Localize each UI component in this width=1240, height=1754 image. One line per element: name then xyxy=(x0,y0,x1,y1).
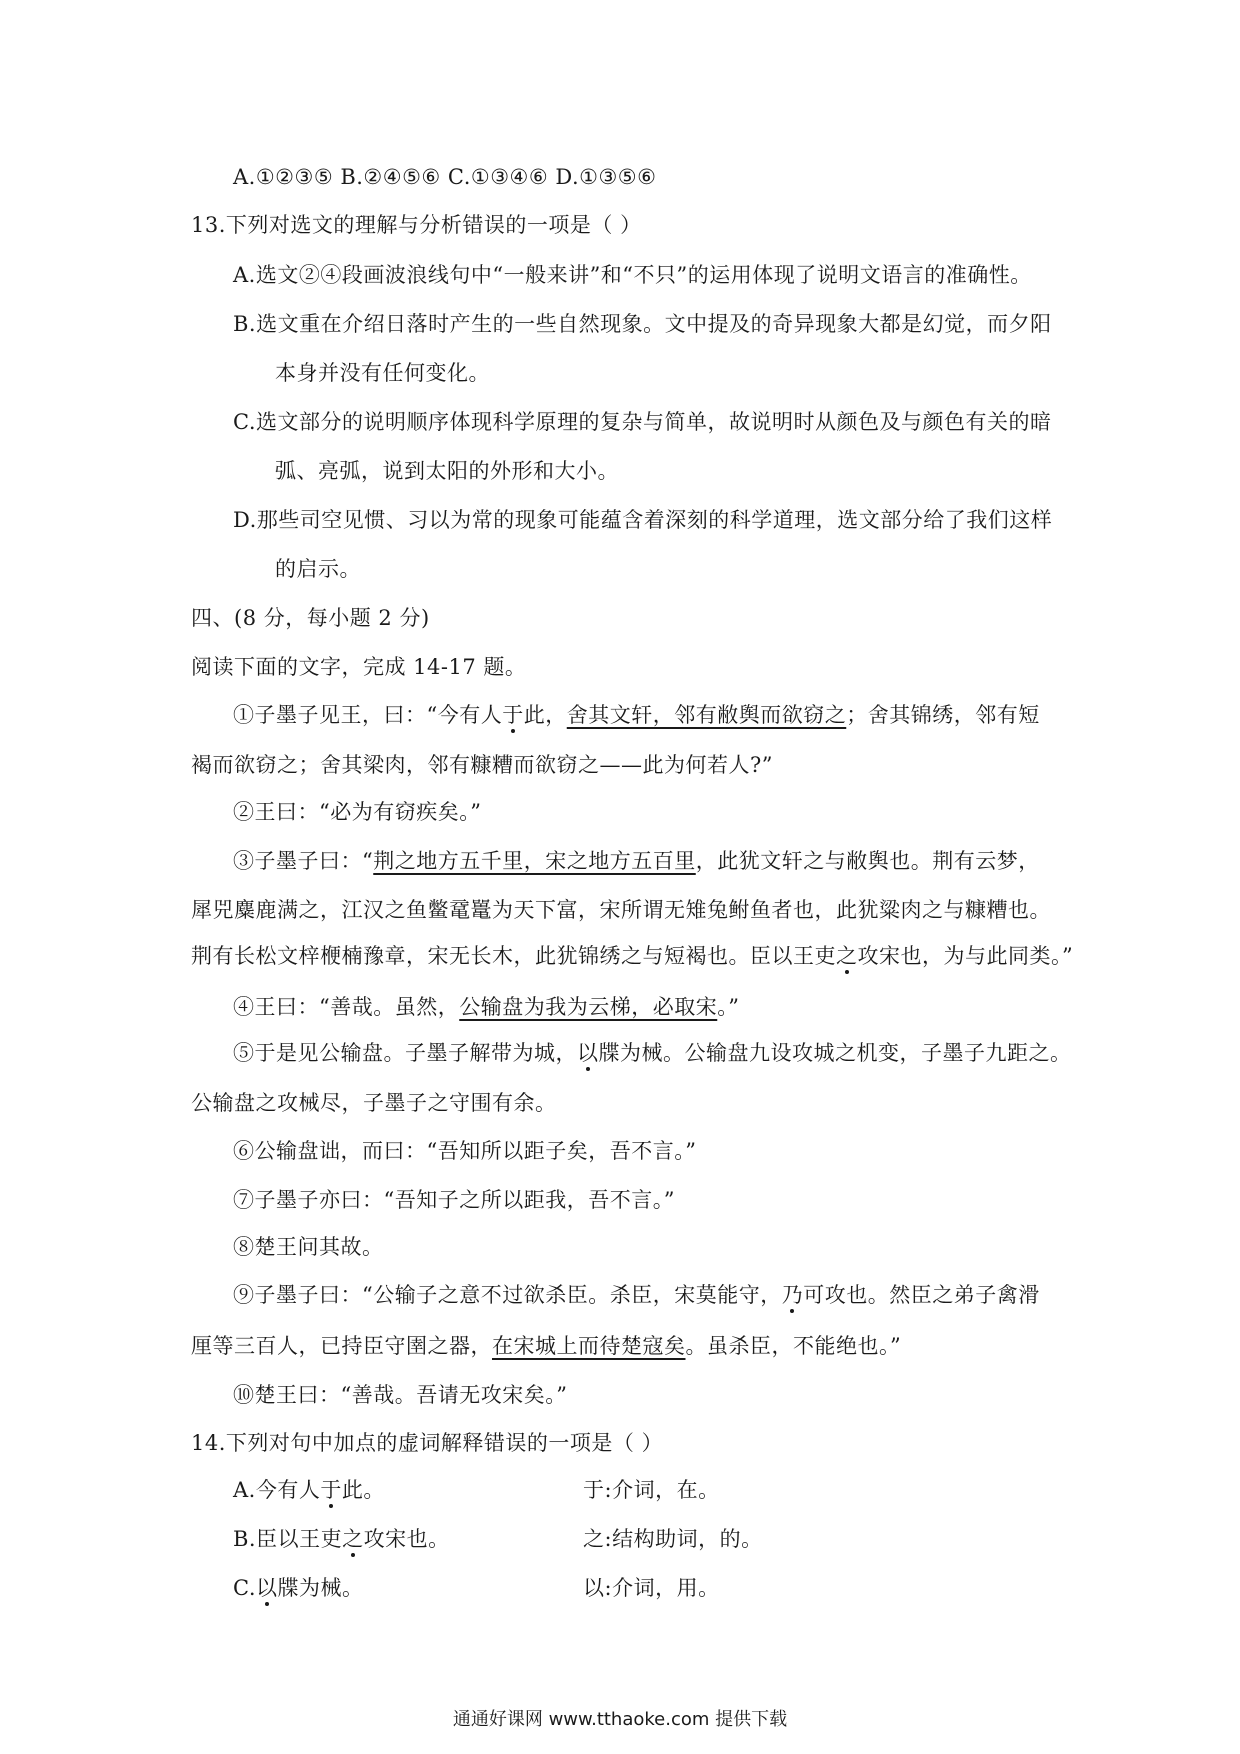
dotted-word: 之 xyxy=(836,944,858,968)
text-run: ⑨子墨子曰：“公输子之意不过欲杀臣。杀臣，宋莫能守， xyxy=(233,1283,782,1307)
text-run: 攻宋也，为与此同类。” xyxy=(857,944,1074,968)
passage-p3 xyxy=(233,846,1040,876)
text-run: 牒为械。公输盘九设攻城之机变，子墨子九距之。 xyxy=(598,1041,1072,1065)
passage-p8: ⑧楚王问其故。 xyxy=(233,1235,384,1259)
passage-p5 xyxy=(233,1038,1072,1068)
text-run: 荆有长松文梓楩楠豫章，宋无长木，此犹锦绣之与短褐也。臣以王吏 xyxy=(191,944,836,968)
text-run: ，此犹文轩之与敝舆也。荆有云梦， xyxy=(695,849,1040,873)
page-footer: 通通好课网 www.tthaoke.com 提供下载 xyxy=(452,1709,788,1730)
text-run: 可攻也。然臣之弟子禽滑 xyxy=(803,1283,1040,1307)
dotted-word: 之 xyxy=(342,1527,364,1551)
q14-option-c xyxy=(233,1573,364,1603)
passage-p9-cont xyxy=(191,1331,901,1361)
underlined-sentence: 在宋城上而待楚寇矣 xyxy=(492,1334,686,1358)
text-run: ③子墨子曰：“ xyxy=(233,849,374,873)
section-heading: 四、(8 分，每小题 2 分) xyxy=(191,606,430,630)
passage-p4 xyxy=(233,992,740,1022)
passage-p3-cont2 xyxy=(191,941,1073,971)
text-run: C. xyxy=(233,1576,256,1600)
q13-option-d-cont: 的启示。 xyxy=(275,557,361,581)
text-run: ⑤于是见公输盘。子墨子解带为城， xyxy=(233,1041,577,1065)
underlined-sentence: 公输盘为我为云梯，必取宋 xyxy=(459,995,718,1019)
q14-stem: 14.下列对句中加点的虚词解释错误的一项是（ ） xyxy=(191,1431,664,1455)
dotted-word: 于 xyxy=(502,703,524,727)
q13-option-c-cont: 弧、亮弧，说到太阳的外形和大小。 xyxy=(275,459,619,483)
text-run: 牒为械。 xyxy=(277,1576,364,1600)
q14-option-b-explanation: 之:结构助词，的。 xyxy=(583,1527,763,1551)
passage-p1-cont: 褐而欲窃之；舍其梁肉，邻有糠糟而欲窃之——此为何若人?” xyxy=(191,753,773,777)
passage-p2: ②王曰：“必为有窃疾矣。” xyxy=(233,800,482,824)
dotted-word: 于 xyxy=(320,1478,342,1502)
q13-stem: 13.下列对选文的理解与分析错误的一项是（ ） xyxy=(191,213,642,237)
text-run: ①子墨子见王，曰：“今有人 xyxy=(233,703,503,727)
passage-p9 xyxy=(233,1280,1040,1310)
text-run: 此， xyxy=(523,703,567,727)
underlined-sentence: 舍其文轩，邻有敝舆而欲窃之 xyxy=(566,703,847,727)
text-run: B.臣以王吏 xyxy=(233,1527,343,1551)
q13-option-c: C.选文部分的说明顺序体现科学原理的复杂与简单，故说明时从颜色及与颜色有关的暗 xyxy=(233,410,1052,434)
text-run: 。” xyxy=(717,995,740,1019)
q14-option-a-explanation: 于:介词，在。 xyxy=(583,1478,720,1502)
passage-p10: ⑩楚王曰：“善哉。吾请无攻宋矣。” xyxy=(233,1383,568,1407)
dotted-word: 以 xyxy=(256,1576,278,1600)
q13-option-b: B.选文重在介绍日落时产生的一些自然现象。文中提及的奇异现象大都是幻觉，而夕阳 xyxy=(233,312,1052,336)
text-run: 。虽杀臣，不能绝也。” xyxy=(685,1334,902,1358)
text-run: 攻宋也。 xyxy=(363,1527,450,1551)
passage-p1 xyxy=(233,700,1040,730)
passage-p6: ⑥公输盘诎，而曰：“吾知所以距子矣，吾不言。” xyxy=(233,1139,697,1163)
text-run: A.今有人 xyxy=(233,1478,321,1502)
dotted-word: 乃 xyxy=(781,1283,804,1307)
text-run: ④王曰：“善哉。虽然， xyxy=(233,995,460,1019)
text-run: ；舍其锦绣，邻有短 xyxy=(846,703,1040,727)
text-run: 厘等三百人，已持臣守圉之器， xyxy=(191,1334,492,1358)
text-run: 此。 xyxy=(341,1478,385,1502)
q13-option-b-cont: 本身并没有任何变化。 xyxy=(275,361,490,385)
q14-option-a xyxy=(233,1475,385,1505)
passage-p5-cont: 公输盘之攻械尽，子墨子之守围有余。 xyxy=(191,1091,557,1115)
passage-p7: ⑦子墨子亦曰：“吾知子之所以距我，吾不言。” xyxy=(233,1188,675,1212)
q14-option-c-explanation: 以:介词，用。 xyxy=(583,1576,720,1600)
passage-p3-cont: 犀兕麋鹿满之，江汉之鱼鳖鼋鼍为天下富，宋所谓无雉兔鲋鱼者也，此犹粱肉之与糠糟也。 xyxy=(191,898,1051,922)
q14-option-b xyxy=(233,1524,450,1554)
q13-option-a: A.选文②④段画波浪线句中“一般来讲”和“不只”的运用体现了说明文语言的准确性。 xyxy=(233,263,1032,287)
section-instruction: 阅读下面的文字，完成 14-17 题。 xyxy=(191,655,527,679)
q12-options: A.①②③⑤ B.②④⑤⑥ C.①③④⑥ D.①③⑤⑥ xyxy=(233,165,657,189)
dotted-word: 以 xyxy=(577,1041,599,1065)
q13-option-d: D.那些司空见惯、习以为常的现象可能蕴含着深刻的科学道理，选文部分给了我们这样 xyxy=(233,508,1053,532)
underlined-sentence: 荆之地方五千里，宋之地方五百里 xyxy=(373,849,696,873)
